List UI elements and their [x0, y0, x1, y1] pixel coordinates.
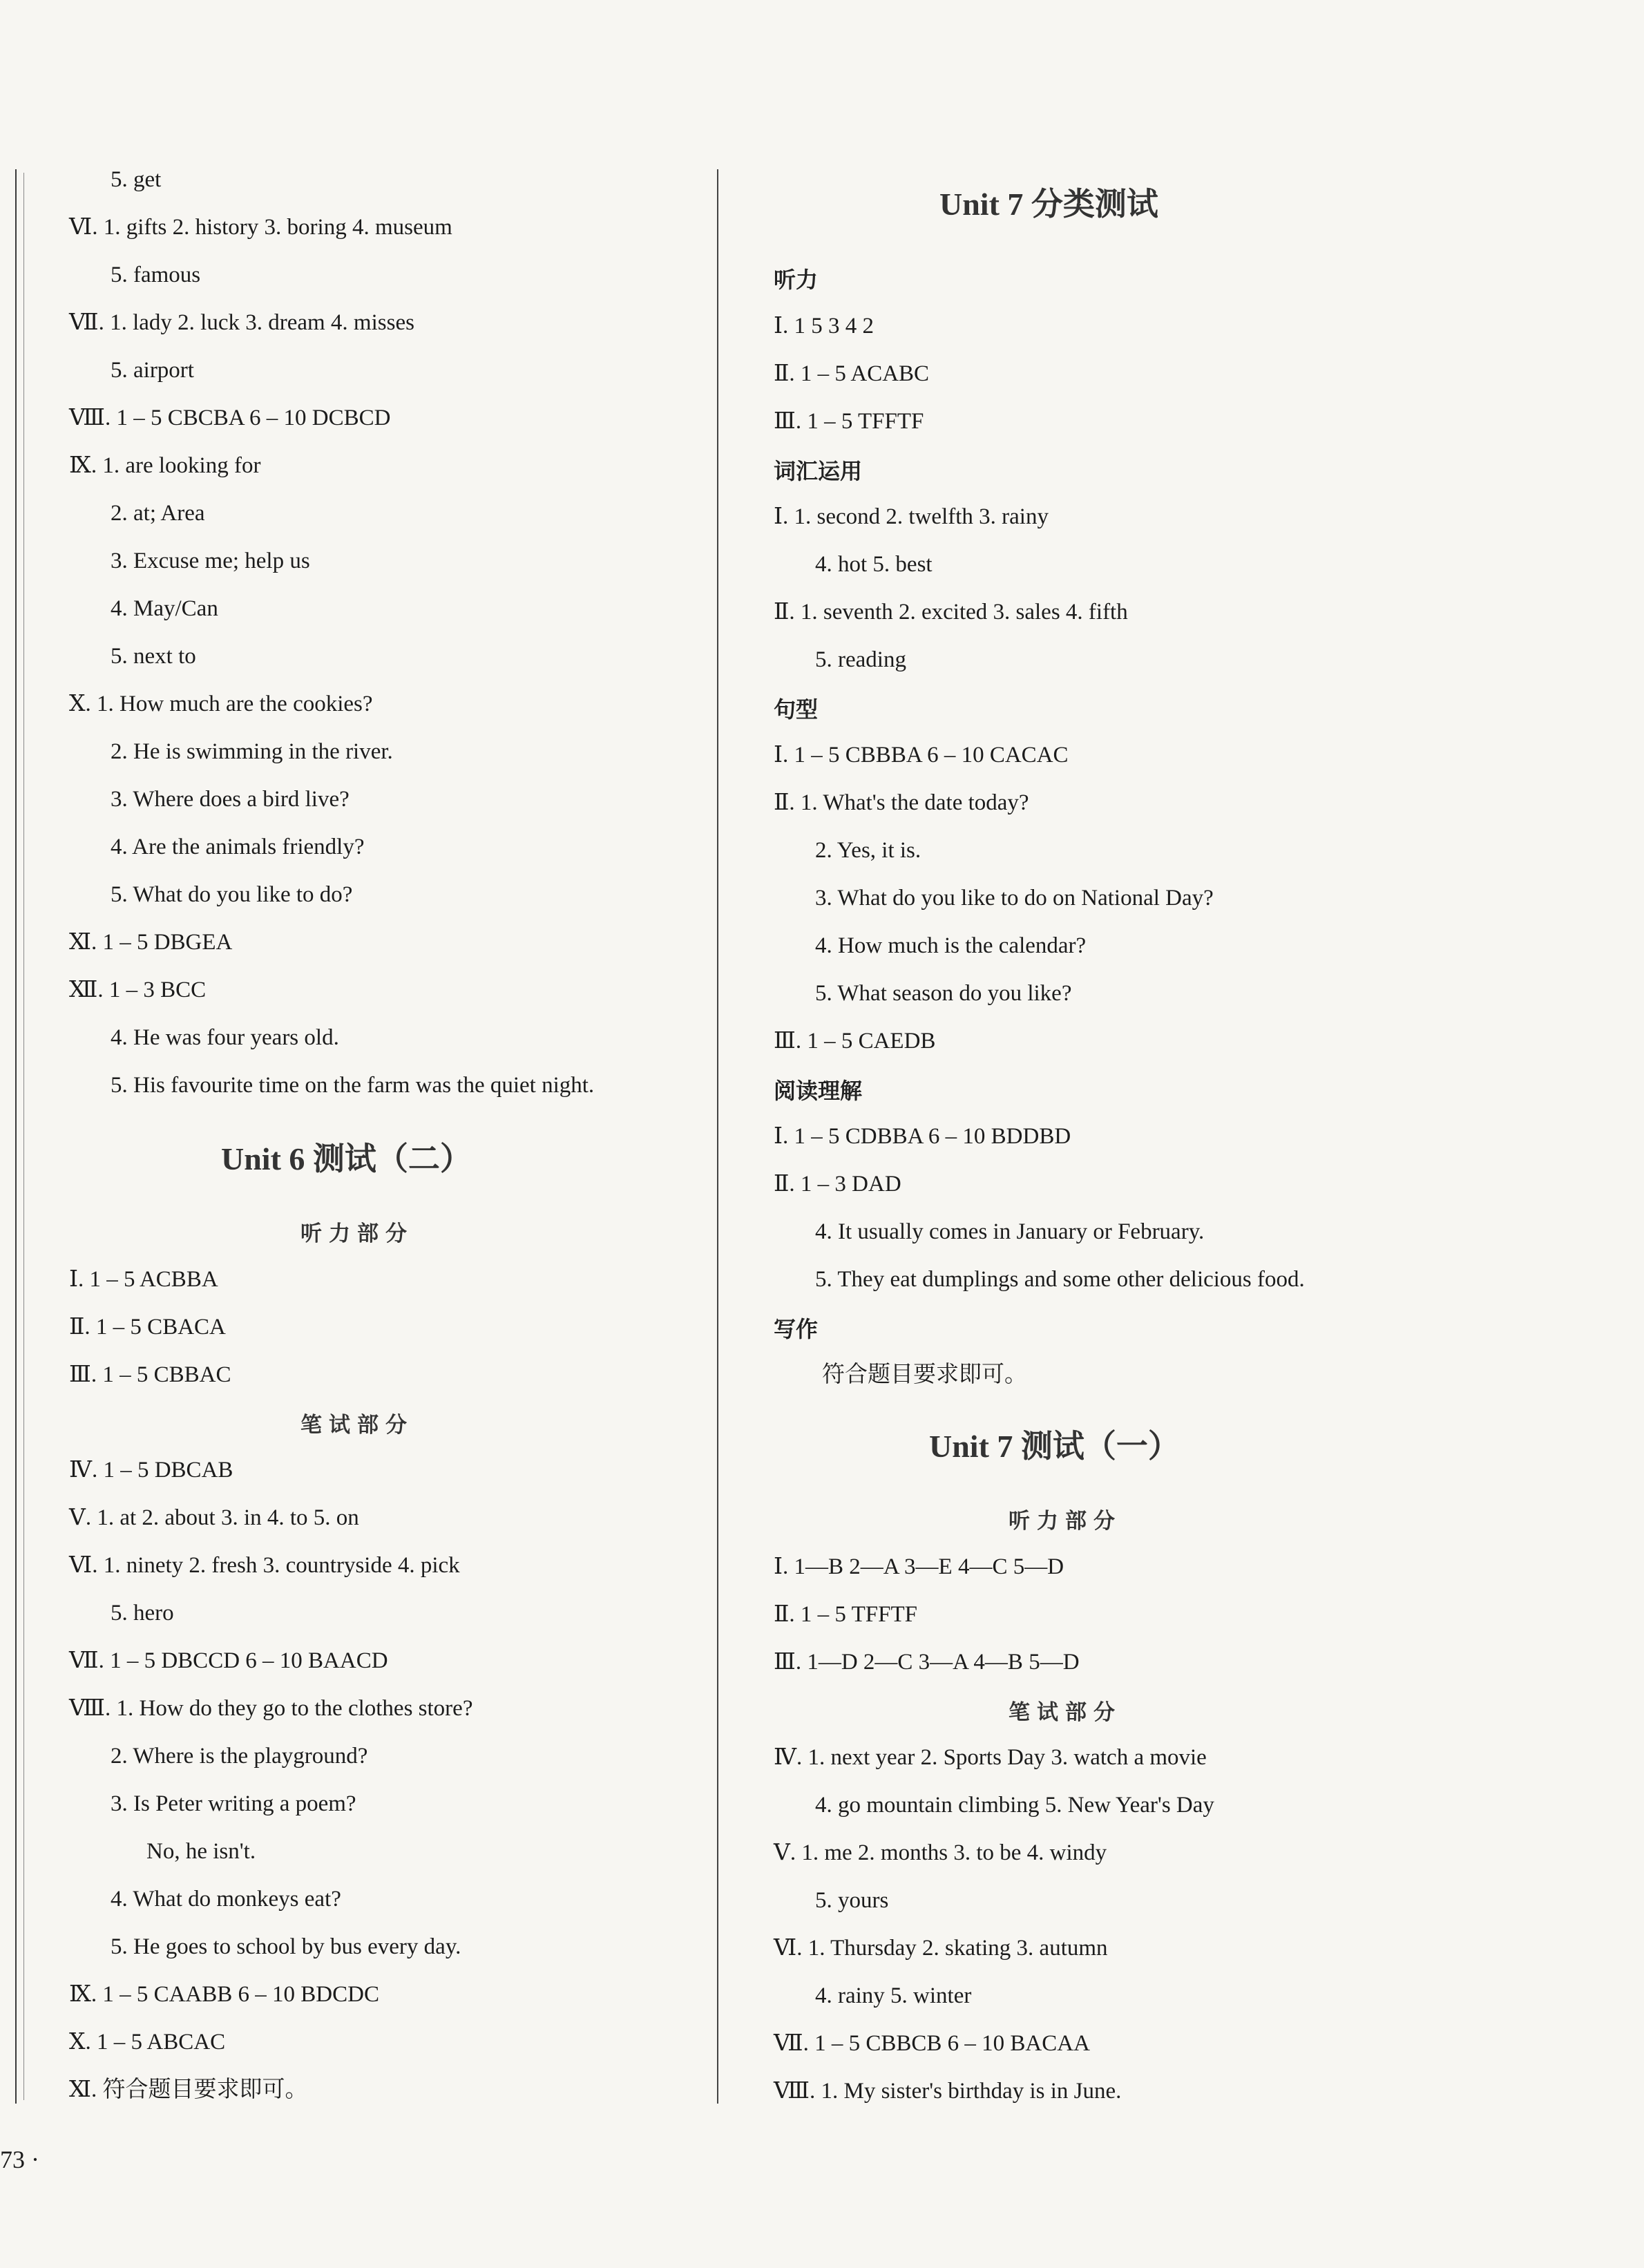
answer-line: 5. They eat dumplings and some other delicious food. [815, 1267, 1305, 1292]
answer-line: Ⅴ. 1. at 2. about 3. in 4. to 5. on [69, 1505, 359, 1530]
answer-line: Ⅺ. 1 – 5 DBGEA [69, 930, 233, 955]
answer-line: 4. rainy 5. winter [815, 1983, 972, 2008]
answer-line: Ⅷ. 1 – 5 CBCBA 6 – 10 DCBCD [69, 406, 391, 430]
answer-line: Ⅺ. 符合题目要求即可。 [69, 2077, 308, 2102]
answer-line: 5. reading [815, 647, 906, 672]
answer-line: Ⅵ. 1. gifts 2. history 3. boring 4. museum [69, 215, 452, 240]
answer-line: 5. get [111, 167, 162, 192]
section-title-unit7-category: Unit 7 分类测试 [939, 187, 1158, 222]
heading-writing: 写作 [774, 1316, 819, 1342]
left-margin-rule [15, 169, 17, 2104]
answer-line: Ⅳ. 1 – 5 DBCAB [69, 1458, 233, 1483]
listening-part-heading: 听力部分 [1009, 1509, 1122, 1534]
answer-line: 4. hot 5. best [815, 552, 933, 577]
answer-line: Ⅹ. 1. How much are the cookies? [69, 692, 373, 716]
heading-sentence-patterns: 句型 [774, 696, 819, 723]
answer-line: Ⅲ. 1 – 5 TFFTF [774, 409, 924, 434]
answer-line: 3. Is Peter writing a poem? [111, 1791, 356, 1816]
answer-line: Ⅳ. 1. next year 2. Sports Day 3. watch a movie [774, 1745, 1207, 1770]
answer-line: Ⅷ. 1. My sister's birthday is in June. [774, 2079, 1122, 2104]
answer-line: 3. Excuse me; help us [111, 549, 310, 573]
answer-line: Ⅰ. 1—B 2—A 3—E 4—C 5—D [774, 1554, 1064, 1579]
answer-line: Ⅸ. 1 – 5 CAABB 6 – 10 BDCDC [69, 1982, 379, 2007]
answer-line: 5. yours [815, 1888, 889, 1913]
answer-line: Ⅱ. 1 – 5 ACABC [774, 361, 930, 386]
answer-line: Ⅲ. 1—D 2—C 3—A 4—B 5—D [774, 1650, 1080, 1675]
answer-line: 3. Where does a bird live? [111, 787, 350, 812]
answer-line: 5. famous [111, 263, 201, 287]
answer-line: 5. hero [111, 1601, 174, 1626]
heading-vocabulary: 词汇运用 [774, 458, 863, 484]
answer-line: Ⅵ. 1. ninety 2. fresh 3. countryside 4. pick [69, 1553, 460, 1578]
answer-line: Ⅱ. 1. What's the date today? [774, 790, 1029, 815]
answer-line: 5. He goes to school by bus every day. [111, 1934, 461, 1959]
answer-line: No, he isn't. [146, 1839, 256, 1864]
answer-line: Ⅱ. 1 – 5 CBACA [69, 1315, 226, 1340]
answer-line: 5. What do you like to do? [111, 882, 353, 907]
answer-line: Ⅱ. 1. seventh 2. excited 3. sales 4. fifth [774, 600, 1128, 625]
answer-line: 5. airport [111, 358, 194, 383]
answer-line: 2. He is swimming in the river. [111, 739, 393, 764]
answer-line: Ⅻ. 1 – 3 BCC [69, 978, 207, 1002]
answer-line: Ⅸ. 1. are looking for [69, 453, 261, 478]
heading-listening: 听力 [774, 267, 819, 293]
answer-line: 5. next to [111, 644, 196, 669]
written-part-heading: 笔试部分 [1009, 1700, 1122, 1725]
answer-line: Ⅶ. 1 – 5 DBCCD 6 – 10 BAACD [69, 1648, 388, 1673]
answer-line: 4. May/Can [111, 596, 218, 621]
answer-line: 5. What season do you like? [815, 981, 1072, 1006]
answer-line: Ⅰ. 1 – 5 CDBBA 6 – 10 BDDBD [774, 1124, 1071, 1149]
answer-line: 4. Are the animals friendly? [111, 835, 365, 859]
written-part-heading: 笔试部分 [300, 1413, 414, 1438]
answer-line: Ⅶ. 1 – 5 CBBCB 6 – 10 BACAA [774, 2031, 1090, 2056]
answer-line: 2. at; Area [111, 501, 205, 526]
answer-line: 4. How much is the calendar? [815, 933, 1087, 958]
listening-part-heading: 听力部分 [300, 1221, 414, 1246]
answer-line: Ⅱ. 1 – 5 TFFTF [774, 1602, 917, 1627]
section-title-unit6: Unit 6 测试（二） [221, 1141, 472, 1176]
answer-line: 4. go mountain climbing 5. New Year's Day [815, 1793, 1214, 1818]
answer-line: Ⅰ. 1. second 2. twelfth 3. rainy [774, 504, 1049, 529]
answer-line: Ⅹ. 1 – 5 ABCAC [69, 2030, 226, 2055]
answer-line: Ⅰ. 1 5 3 4 2 [774, 314, 874, 339]
answer-line: 2. Yes, it is. [815, 838, 921, 863]
answer-line: Ⅶ. 1. lady 2. luck 3. dream 4. misses [69, 310, 414, 335]
answer-line: 4. It usually comes in January or February. [815, 1219, 1205, 1244]
answer-line: Ⅵ. 1. Thursday 2. skating 3. autumn [774, 1936, 1108, 1961]
heading-reading: 阅读理解 [774, 1078, 863, 1104]
answer-line: Ⅰ. 1 – 5 ACBBA [69, 1267, 218, 1292]
answer-line: Ⅷ. 1. How do they go to the clothes store? [69, 1696, 473, 1721]
column-divider [717, 169, 718, 2104]
page-number: 73 · [0, 2146, 39, 2173]
answer-line: Ⅴ. 1. me 2. months 3. to be 4. windy [774, 1840, 1107, 1865]
answer-line: 2. Where is the playground? [111, 1744, 368, 1769]
answer-line: 5. His favourite time on the farm was the quiet night. [111, 1073, 595, 1098]
answer-line: 4. He was four years old. [111, 1025, 339, 1050]
answer-line: Ⅲ. 1 – 5 CBBAC [69, 1362, 231, 1387]
answer-line: 3. What do you like to do on National Day? [815, 886, 1214, 911]
answer-line: Ⅰ. 1 – 5 CBBBA 6 – 10 CACAC [774, 743, 1069, 768]
answer-line: Ⅲ. 1 – 5 CAEDB [774, 1029, 936, 1054]
left-margin-rule-inner [23, 173, 24, 2100]
section-title-unit7-test1: Unit 7 测试（一） [929, 1429, 1180, 1464]
answer-line: 4. What do monkeys eat? [111, 1887, 341, 1912]
answer-line: Ⅱ. 1 – 3 DAD [774, 1172, 901, 1197]
answer-line: 符合题目要求即可。 [822, 1362, 1027, 1387]
